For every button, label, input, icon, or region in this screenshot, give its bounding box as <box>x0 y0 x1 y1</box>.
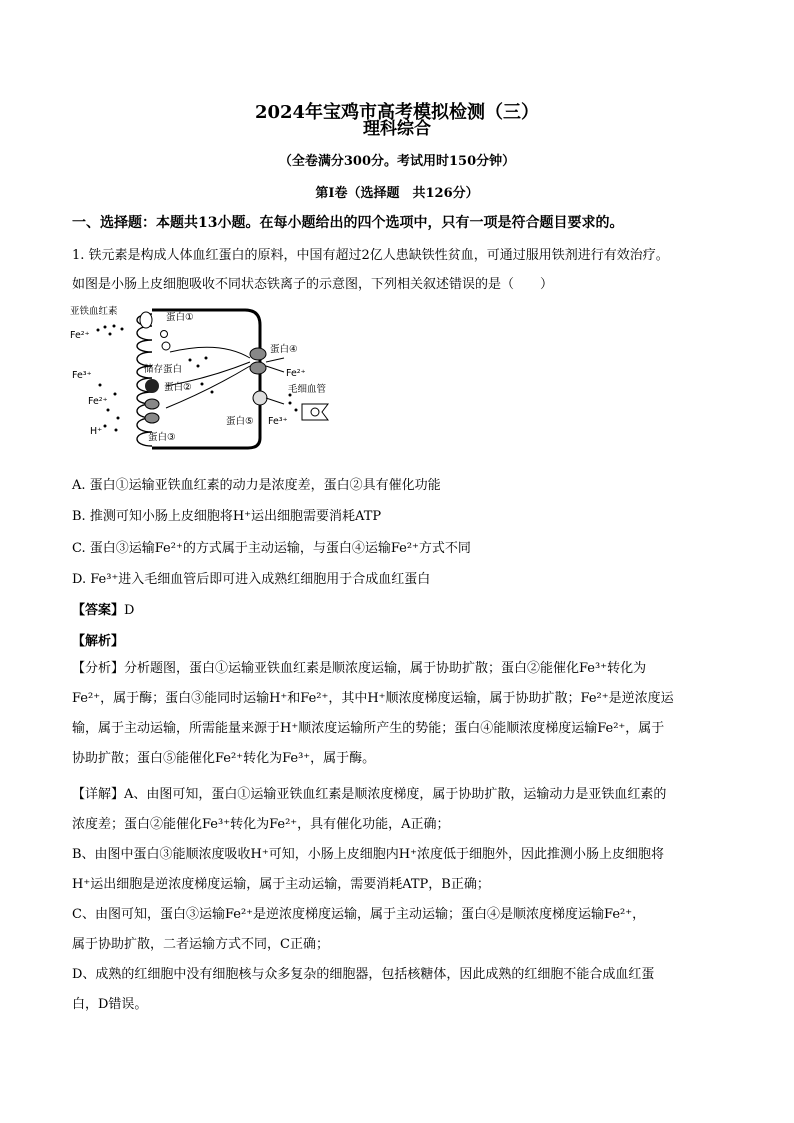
label-protein-4: 蛋白④ <box>270 344 298 355</box>
protein-4-shape-b <box>250 362 266 374</box>
label-capillary: 毛细血管 <box>288 384 327 395</box>
protein-2-shape <box>145 379 159 393</box>
protein-4-shape <box>250 348 266 360</box>
label-storage-protein: 储存蛋白 <box>144 364 183 375</box>
detail-line: D、成熟的红细胞中没有细胞核与众多复杂的细胞器，包括核糖体，因此成熟的红细胞不能合成血红蛋 <box>72 967 655 982</box>
detail-line: H⁺运出细胞是逆浓度梯度运输，属于主动运输，需要消耗ATP，B正确； <box>72 877 490 892</box>
detail-paragraph <box>72 780 732 1020</box>
capillary-cell <box>311 408 319 416</box>
analysis-line: 协助扩散；蛋白⑤能催化Fe²⁺转化为Fe³⁺，属于酶。 <box>72 751 376 766</box>
protein-5-shape <box>253 391 267 405</box>
exam-title: 2024年宝鸡市高考模拟检测（三） <box>254 102 540 123</box>
volume-heading: 第Ⅰ卷（选择题 共126分） <box>315 186 479 201</box>
section-heading: 一、选择题：本题共13小题。在每小题给出的四个选项中，只有一项是符合题目要求的。 <box>72 215 624 231</box>
protein-3-shape <box>145 399 159 409</box>
analysis-paragraph <box>72 654 732 774</box>
option-a: A. 蛋白①运输亚铁血红素的动力是浓度差，蛋白②具有催化功能 <box>72 478 441 493</box>
storage-protein-shape <box>162 342 170 350</box>
analysis-line: 【分析】分析题图，蛋白①运输亚铁血红素是顺浓度运输，属于协助扩散；蛋白②能催化Fe³⁺转化为 <box>72 661 647 676</box>
label-h-plus: H⁺ <box>90 426 103 437</box>
answer-label: 【答案】 <box>72 603 125 618</box>
detail-line: B、由图中蛋白③能顺浓度吸收H⁺可知，小肠上皮细胞内H⁺浓度低于细胞外，因此推测小肠上皮细胞将 <box>72 847 664 862</box>
iron-absorption-diagram <box>70 300 340 460</box>
label-fe3-left: Fe³⁺ <box>72 370 92 381</box>
option-b: B. 推测可知小肠上皮细胞将H⁺运出细胞需要消耗ATP <box>72 509 382 524</box>
label-fe2-left: Fe²⁺ <box>70 330 90 341</box>
option-d: D. Fe³⁺进入毛细血管后即可进入成熟红细胞用于合成血红蛋白 <box>72 572 431 587</box>
label-fe2-right: Fe²⁺ <box>286 368 306 379</box>
answer-value: D <box>124 603 135 618</box>
label-heme: 亚铁血红素 <box>70 306 118 317</box>
question-stem-line-2: 如图是小肠上皮细胞吸收不同状态铁离子的示意图，下列相关叙述错误的是（ ） <box>72 277 554 292</box>
analysis-heading <box>72 630 124 649</box>
label-protein-5: 蛋白⑤ <box>226 416 254 427</box>
option-c: C. 蛋白③运输Fe²⁺的方式属于主动运输，与蛋白④运输Fe²⁺方式不同 <box>72 541 471 556</box>
label-fe3-right: Fe³⁺ <box>268 416 288 427</box>
answer-line <box>72 599 134 618</box>
analysis-line: Fe²⁺，属于酶；蛋白③能同时运输H⁺和Fe²⁺，其中H⁺顺浓度梯度运输，属于协助扩散；Fe²⁺是逆浓度运 <box>72 691 674 706</box>
label-fe2-left-2: Fe²⁺ <box>88 396 108 407</box>
exam-note: （全卷满分300分。考试用时150分钟） <box>278 154 516 169</box>
storage-protein-shape-b <box>161 331 168 338</box>
detail-line: C、由图可知，蛋白③运输Fe²⁺是逆浓度梯度运输，属于主动运输；蛋白④是顺浓度梯度运输Fe²⁺， <box>72 907 646 922</box>
protein-1-shape <box>140 312 152 328</box>
detail-line: 浓度差；蛋白②能催化Fe³⁺转化为Fe²⁺，具有催化功能，A正确； <box>72 817 450 832</box>
exam-subtitle: 理科综合 <box>363 119 431 139</box>
label-protein-3: 蛋白③ <box>148 432 176 443</box>
question-stem-line-1: 1. 铁元素是构成人体血红蛋白的原料，中国有超过2亿人患缺铁性贫血，可通过服用铁剂进行有效治疗。 <box>72 248 669 263</box>
detail-line: 属于协助扩散，二者运输方式不同，C正确； <box>72 937 329 952</box>
cell-outline <box>152 310 260 448</box>
protein-3-shape-b <box>145 413 159 423</box>
label-protein-2: 蛋白② <box>164 382 192 393</box>
analysis-label: 【解析】 <box>72 634 125 649</box>
label-protein-1: 蛋白① <box>166 312 194 323</box>
analysis-line: 输，属于主动运输，所需能量来源于H⁺顺浓度运输所产生的势能；蛋白④能顺浓度梯度运输Fe²⁺，属于 <box>72 721 665 736</box>
detail-line: 白，D错误。 <box>72 997 148 1012</box>
detail-line: 【详解】A、由图可知，蛋白①运输亚铁血红素是顺浓度梯度，属于协助扩散，运输动力是亚铁血红素的 <box>72 787 667 802</box>
